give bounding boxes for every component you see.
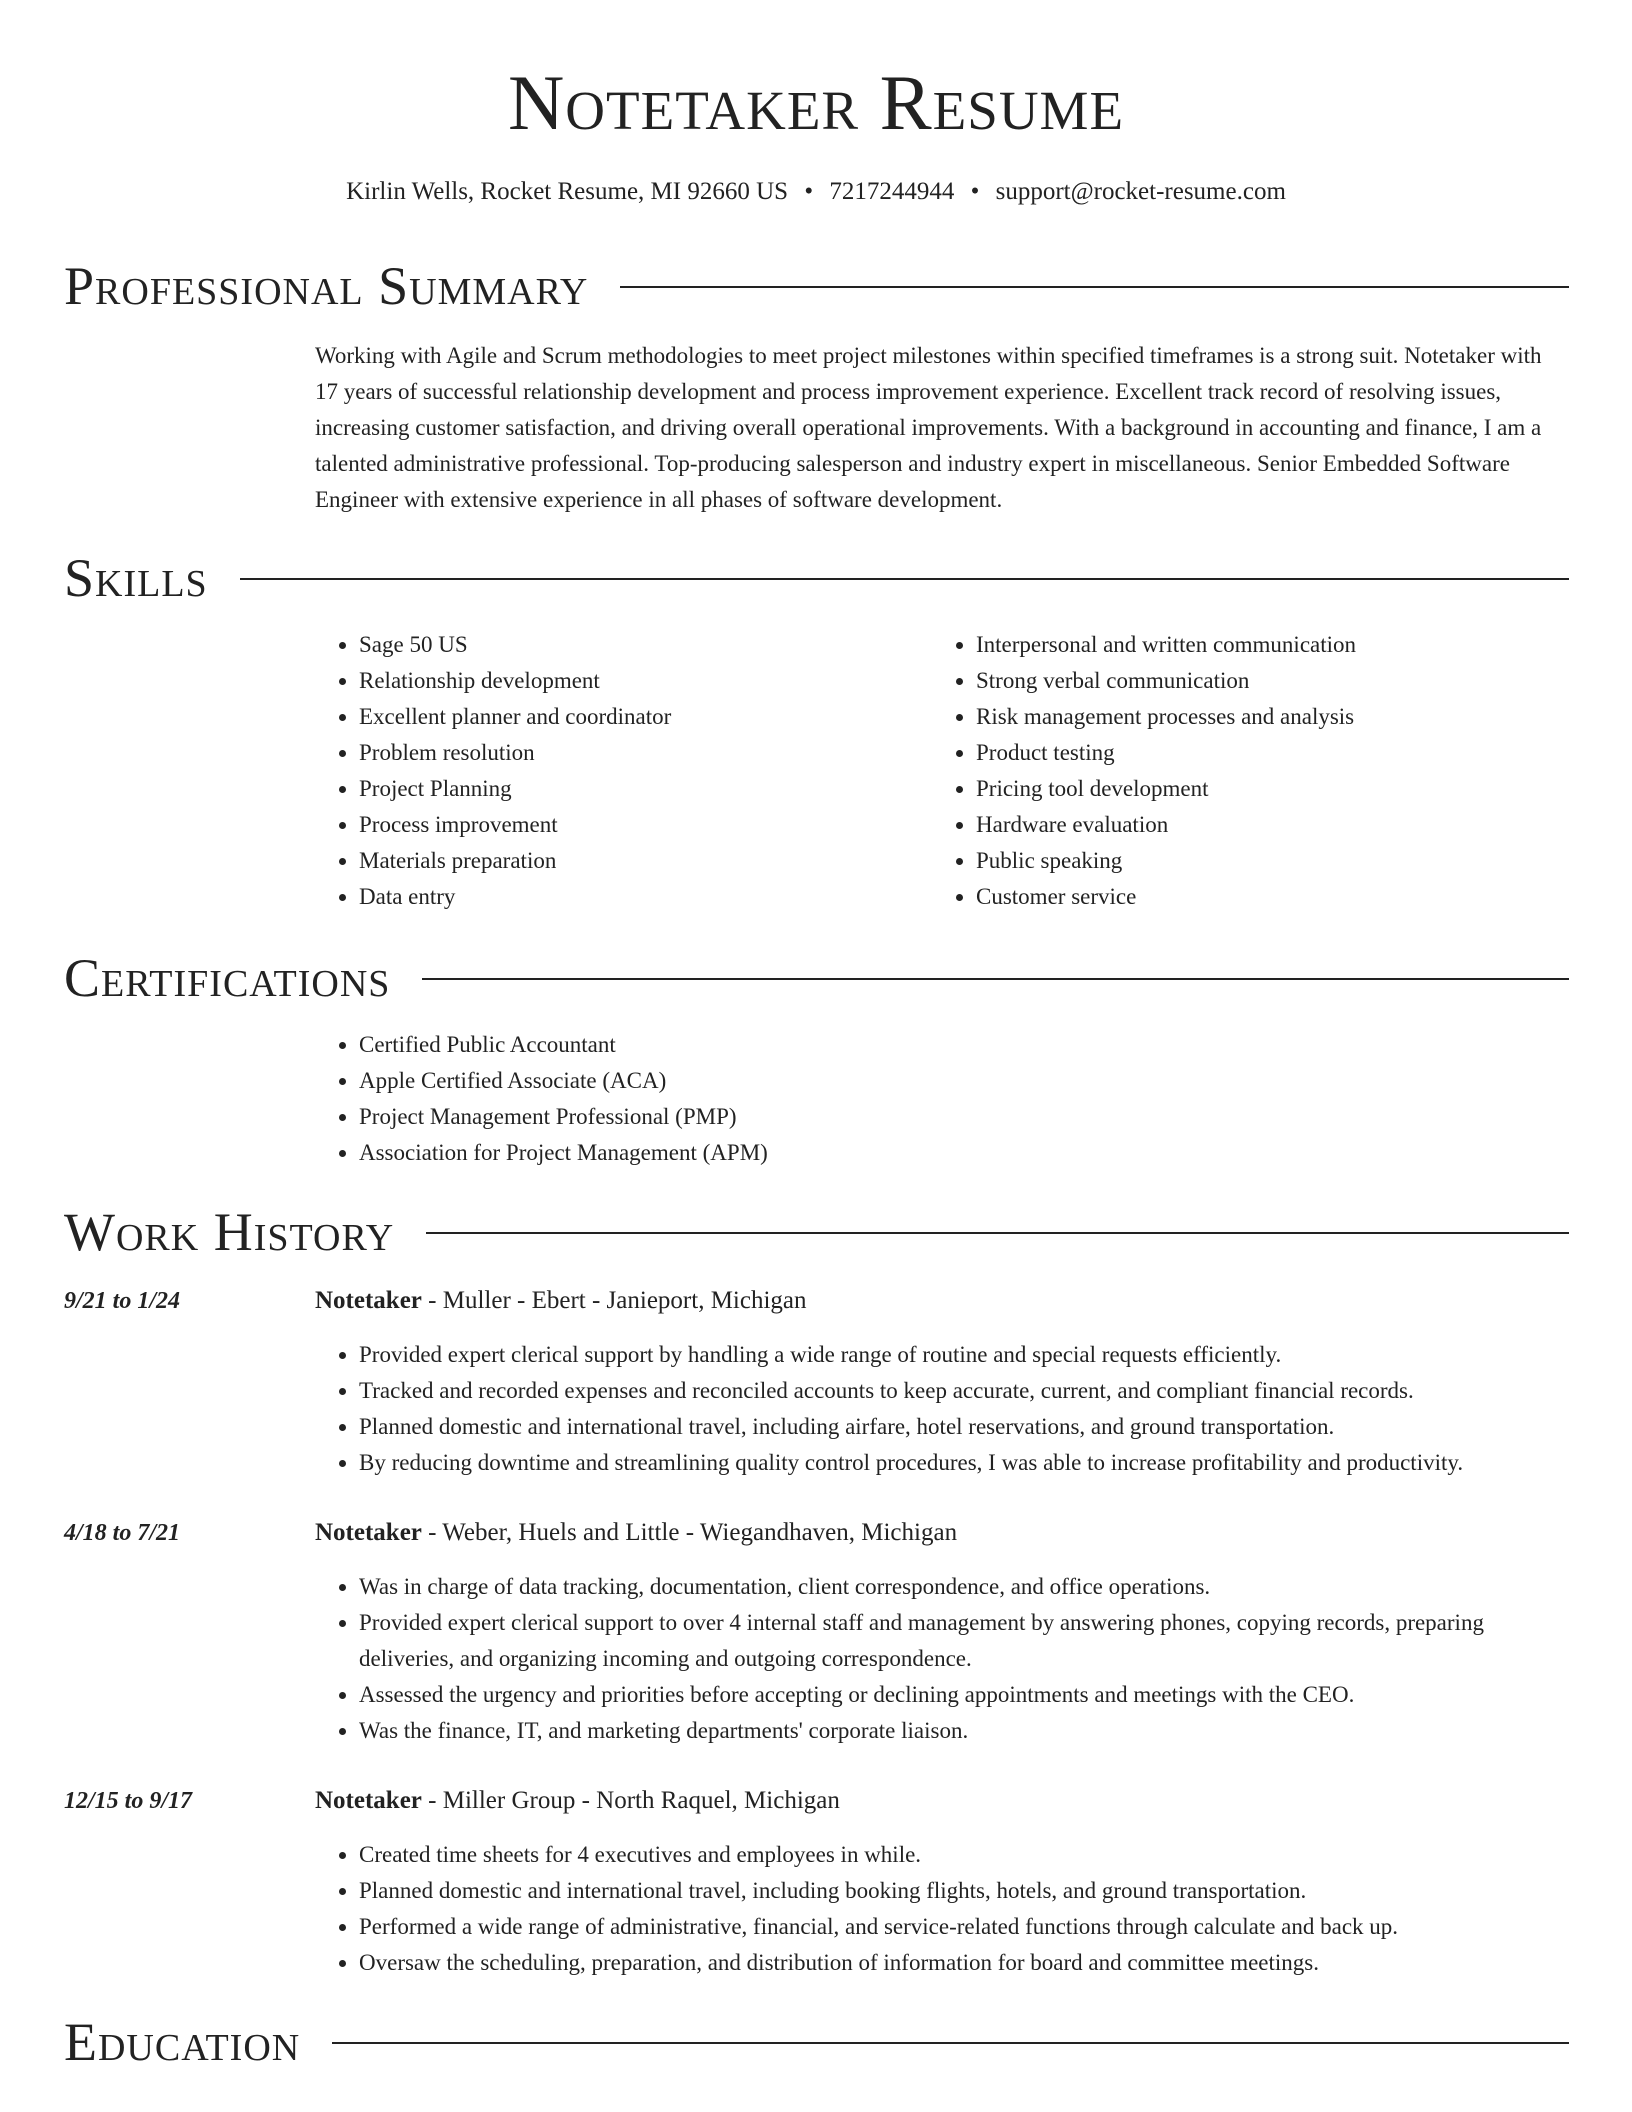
job-bullet: • By reducing downtime and streamlining quality control procedures, I was able to increase profitability and productivity. xyxy=(359,1445,1575,1481)
contact-address: Kirlin Wells, Rocket Resume, MI 92660 US xyxy=(346,178,789,205)
section-divider xyxy=(240,578,1569,580)
job-bullets xyxy=(315,1569,1575,1749)
skill-item: • Interpersonal and written communication xyxy=(976,627,1572,663)
contact-line xyxy=(0,172,1632,212)
skill-item: • Pricing tool development xyxy=(976,771,1572,807)
job-bullet: • Planned domestic and international travel, including airfare, hotel reservations, and ground transportation. xyxy=(359,1409,1575,1445)
job-dates: 9/21 to 1/24 xyxy=(64,1288,181,1314)
resume-title: Notetaker Resume xyxy=(507,59,1125,146)
job-bullet: • Was the finance, IT, and marketing departments' corporate liaison. xyxy=(359,1713,1575,1749)
certifications-section-header xyxy=(64,946,1569,1010)
job-title: Notetaker xyxy=(315,1519,422,1546)
job-title-line xyxy=(315,1515,957,1551)
skill-item: • Customer service xyxy=(976,879,1572,915)
job-title-line xyxy=(315,1783,840,1819)
contact-separator: • xyxy=(970,178,980,205)
skill-item: • Risk management processes and analysis xyxy=(976,699,1572,735)
skills-section-header xyxy=(64,546,1569,610)
job-employer-location: - Weber, Huels and Little - Wiegandhaven, Michigan xyxy=(421,1519,958,1546)
section-divider xyxy=(422,978,1569,980)
section-divider xyxy=(426,1232,1569,1234)
section-heading-summary: Professional Summary xyxy=(64,256,589,316)
work-history-section-header xyxy=(64,1200,1569,1264)
job-employer-location: - Miller Group - North Raquel, Michigan xyxy=(421,1787,840,1814)
job-bullets xyxy=(315,1837,1575,1981)
skill-item: • Process improvement xyxy=(359,807,915,843)
section-heading-work-history: Work History xyxy=(64,1202,395,1262)
skill-item: • Project Planning xyxy=(359,771,915,807)
job-bullet: • Assessed the urgency and priorities before accepting or declining appointments and meetings with the CEO. xyxy=(359,1677,1575,1713)
job-bullets xyxy=(315,1337,1575,1481)
skill-item: • Relationship development xyxy=(359,663,915,699)
certification-item: • Project Management Professional (PMP) xyxy=(359,1099,1515,1135)
education-section-header xyxy=(64,2010,1569,2074)
skill-item: • Public speaking xyxy=(976,843,1572,879)
job-title: Notetaker xyxy=(315,1787,422,1814)
contact-email: support@rocket-resume.com xyxy=(995,178,1286,205)
section-heading-skills: Skills xyxy=(64,548,208,608)
skill-item: • Product testing xyxy=(976,735,1572,771)
summary-section-header xyxy=(64,254,1569,318)
skill-item: • Hardware evaluation xyxy=(976,807,1572,843)
job-employer-location: - Muller - Ebert - Janieport, Michigan xyxy=(421,1287,807,1314)
skills-column-2 xyxy=(932,627,1572,915)
job-bullet: • Performed a wide range of administrative, financial, and service-related functions through calculate and back up. xyxy=(359,1909,1575,1945)
skill-item: • Sage 50 US xyxy=(359,627,915,663)
certifications-list xyxy=(315,1027,1515,1171)
skill-item: • Excellent planner and coordinator xyxy=(359,699,915,735)
job-bullet: • Oversaw the scheduling, preparation, and distribution of information for board and committee meetings. xyxy=(359,1945,1575,1981)
job-dates: 4/18 to 7/21 xyxy=(64,1520,181,1546)
skills-column-1 xyxy=(315,627,915,915)
job-bullet: • Planned domestic and international travel, including booking flights, hotels, and ground transportation. xyxy=(359,1873,1575,1909)
skill-item: • Data entry xyxy=(359,879,915,915)
job-bullet: • Provided expert clerical support to over 4 internal staff and management by answering phones, copying records, preparing deliveries, and organizing incoming and outgoing correspondence. xyxy=(359,1605,1575,1677)
skill-item: • Materials preparation xyxy=(359,843,915,879)
job-bullet: • Tracked and recorded expenses and reconciled accounts to keep accurate, current, and compliant financial records. xyxy=(359,1373,1575,1409)
job-bullet: • Was in charge of data tracking, documentation, client correspondence, and office operations. xyxy=(359,1569,1575,1605)
section-divider xyxy=(332,2042,1569,2044)
skill-item: • Strong verbal communication xyxy=(976,663,1572,699)
section-heading-certifications: Certifications xyxy=(64,948,391,1008)
skill-item: • Problem resolution xyxy=(359,735,915,771)
job-title-line xyxy=(315,1283,807,1319)
certification-item: • Certified Public Accountant xyxy=(359,1027,1515,1063)
job-title: Notetaker xyxy=(315,1287,422,1314)
section-heading-education: Education xyxy=(64,2012,301,2072)
contact-separator: • xyxy=(804,178,814,205)
job-bullet: • Provided expert clerical support by handling a wide range of routine and special requests efficiently. xyxy=(359,1337,1575,1373)
certification-item: • Apple Certified Associate (ACA) xyxy=(359,1063,1515,1099)
contact-phone: 7217244944 xyxy=(829,178,955,205)
job-dates: 12/15 to 9/17 xyxy=(64,1788,193,1814)
summary-text: Working with Agile and Scrum methodologies to meet project milestones within specified timeframes is a strong suit. Notetaker with 17 years of successful relationship development and process improvement experience. Excellent track record of resolving issues, increasing customer satisfaction, and driving overall operational improvements. With a background in accounting and finance, I am a talented administrative professional. Top-producing salesperson and industry expert in miscellaneous. Senior Embedded Software Engineer with extensive experience in all phases of software development. xyxy=(315,343,1542,512)
section-divider xyxy=(620,286,1569,288)
job-bullet: • Created time sheets for 4 executives and employees in while. xyxy=(359,1837,1575,1873)
certification-item: • Association for Project Management (APM) xyxy=(359,1135,1515,1171)
